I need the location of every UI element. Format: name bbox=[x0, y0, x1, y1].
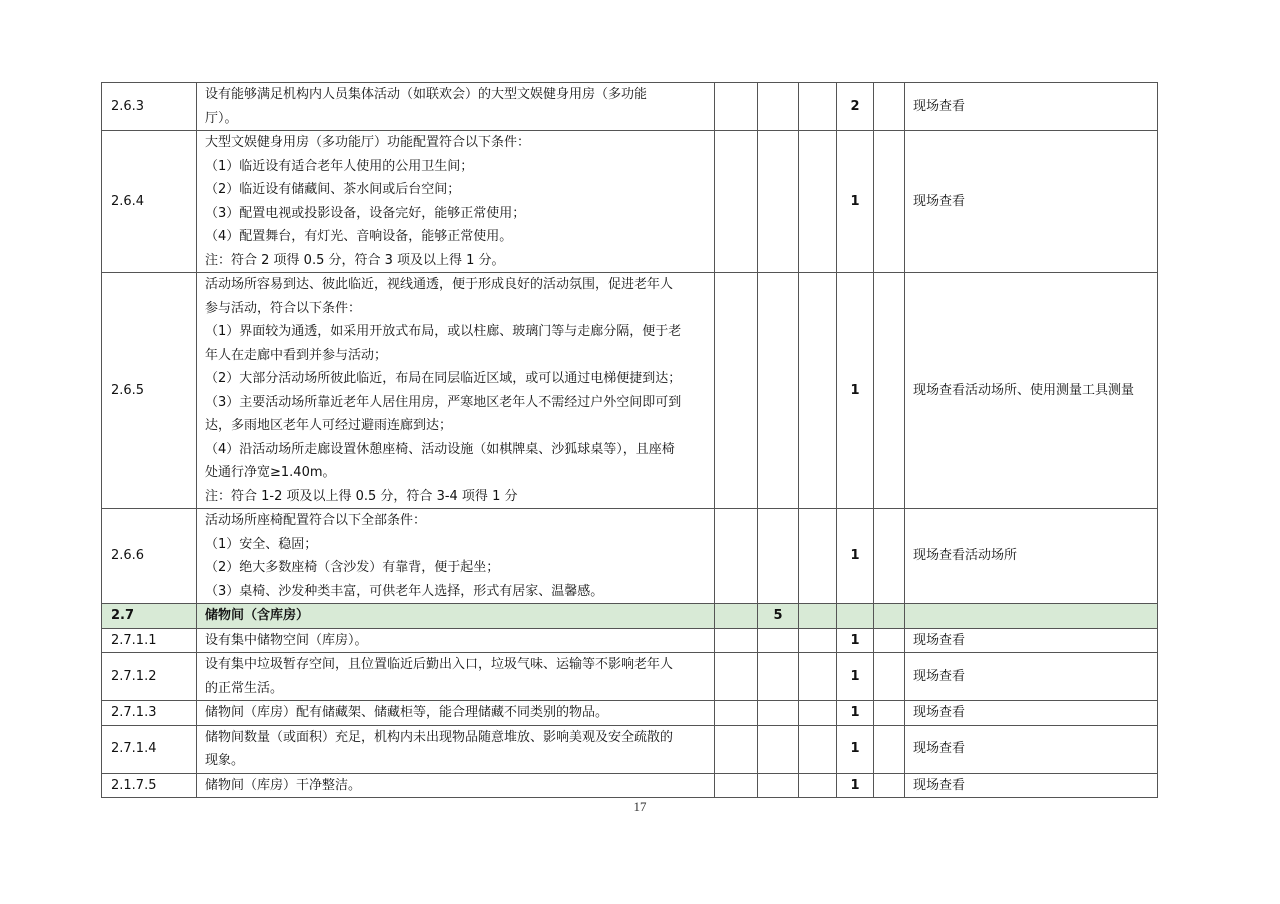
item-score: 1 bbox=[837, 773, 874, 798]
description-line: 储物间（库房）配有储藏架、储藏柜等，能合理储藏不同类别的物品。 bbox=[205, 705, 609, 720]
item-score: 1 bbox=[837, 701, 874, 726]
check-method: 现场查看活动场所 bbox=[905, 509, 1158, 604]
scoring-table bbox=[101, 82, 1158, 798]
description-line: 现象。 bbox=[205, 753, 245, 768]
blank-cell bbox=[799, 773, 837, 798]
blank-cell bbox=[874, 725, 905, 773]
blank-cell bbox=[715, 131, 758, 273]
section-title: 储物间（含库房） bbox=[197, 604, 715, 629]
blank-cell bbox=[758, 273, 799, 509]
blank-cell bbox=[715, 83, 758, 131]
blank-cell bbox=[799, 509, 837, 604]
check-method: 现场查看 bbox=[905, 725, 1158, 773]
description-line: 参与活动，符合以下条件： bbox=[205, 300, 362, 316]
blank-cell bbox=[758, 725, 799, 773]
blank-cell bbox=[715, 628, 758, 653]
blank-cell bbox=[758, 628, 799, 653]
blank-cell bbox=[874, 509, 905, 604]
blank-cell bbox=[799, 725, 837, 773]
blank-cell bbox=[715, 773, 758, 798]
description-line: （2）大部分活动场所彼此临近，布局在同层临近区域，或可以通过电梯便捷到达； bbox=[205, 371, 682, 386]
description-line: 活动场所座椅配置符合以下全部条件： bbox=[205, 513, 427, 528]
blank-cell bbox=[715, 604, 758, 629]
description-line: （2）绝大多数座椅（含沙发）有靠背，便于起坐； bbox=[205, 560, 500, 575]
item-code: 2.6.5 bbox=[102, 273, 197, 509]
blank-cell bbox=[715, 701, 758, 726]
blank-cell bbox=[874, 773, 905, 798]
item-description bbox=[197, 273, 715, 509]
blank-cell bbox=[758, 701, 799, 726]
description-line: （4）配置舞台，有灯光、音响设备，能够正常使用。 bbox=[205, 229, 513, 244]
description-line: 的正常生活。 bbox=[205, 680, 284, 696]
description-line: 储物间（库房）干净整洁。 bbox=[205, 777, 362, 793]
description-line: （1）安全、稳固； bbox=[205, 536, 318, 552]
item-score: 1 bbox=[837, 273, 874, 509]
description-line: 储物间数量（或面积）充足，机构内未出现物品随意堆放、影响美观及安全疏散的 bbox=[205, 729, 674, 745]
table-row bbox=[102, 83, 1158, 131]
item-score: 1 bbox=[837, 653, 874, 701]
page-number: 17 bbox=[633, 799, 647, 814]
description-line: （1）界面较为通透，如采用开放式布局，或以柱廊、玻璃门等与走廊分隔，便于老 bbox=[205, 324, 682, 339]
blank-cell bbox=[799, 628, 837, 653]
blank-cell bbox=[799, 604, 837, 629]
item-score: 1 bbox=[837, 509, 874, 604]
check-method: 现场查看 bbox=[905, 83, 1158, 131]
blank-cell bbox=[758, 131, 799, 273]
section-code: 2.7 bbox=[102, 604, 197, 629]
table-row bbox=[102, 628, 1158, 653]
blank-cell bbox=[758, 773, 799, 798]
item-score: 1 bbox=[837, 131, 874, 273]
check-method: 现场查看 bbox=[905, 701, 1158, 726]
blank-cell bbox=[799, 273, 837, 509]
item-description bbox=[197, 509, 715, 604]
blank-cell bbox=[715, 653, 758, 701]
blank-cell bbox=[758, 83, 799, 131]
table-row bbox=[102, 509, 1158, 604]
check-method: 现场查看 bbox=[905, 628, 1158, 653]
description-line: 达，多雨地区老年人可经过避雨连廊到达； bbox=[205, 418, 453, 433]
blank-cell bbox=[799, 131, 837, 273]
table-row bbox=[102, 653, 1158, 701]
blank-cell bbox=[837, 604, 874, 629]
description-line: 处通行净宽≥1.40m。 bbox=[205, 465, 336, 480]
item-description bbox=[197, 653, 715, 701]
description-line: 设有集中储物空间（库房）。 bbox=[205, 632, 368, 648]
item-code: 2.7.1.1 bbox=[102, 628, 197, 653]
blank-cell bbox=[874, 131, 905, 273]
blank-cell bbox=[874, 273, 905, 509]
blank-cell bbox=[799, 83, 837, 131]
blank-cell bbox=[905, 604, 1158, 629]
check-method: 现场查看活动场所、使用测量工具测量 bbox=[905, 273, 1158, 509]
item-code: 2.7.1.3 bbox=[102, 701, 197, 726]
description-line: 大型文娱健身用房（多功能厅）功能配置符合以下条件： bbox=[205, 135, 531, 150]
blank-cell bbox=[874, 628, 905, 653]
table-row bbox=[102, 773, 1158, 798]
blank-cell bbox=[715, 725, 758, 773]
description-line: 设有集中垃圾暂存空间，且位置临近后勤出入口，垃圾气味、运输等不影响老年人 bbox=[205, 657, 674, 672]
item-score: 1 bbox=[837, 628, 874, 653]
blank-cell bbox=[874, 604, 905, 629]
table-row bbox=[102, 273, 1158, 509]
item-code: 2.6.3 bbox=[102, 83, 197, 131]
item-description bbox=[197, 83, 715, 131]
description-line: 注：符合 2 项得 0.5 分，符合 3 项及以上得 1 分。 bbox=[205, 252, 505, 268]
item-description bbox=[197, 725, 715, 773]
description-line: （3）主要活动场所靠近老年人居住用房，严寒地区老年人不需经过户外空间即可到 bbox=[205, 394, 682, 410]
blank-cell bbox=[874, 83, 905, 131]
item-description bbox=[197, 131, 715, 273]
item-code: 2.6.4 bbox=[102, 131, 197, 273]
blank-cell bbox=[874, 701, 905, 726]
description-line: （3）配置电视或投影设备，设备完好，能够正常使用； bbox=[205, 205, 526, 221]
table-row bbox=[102, 701, 1158, 726]
check-method: 现场查看 bbox=[905, 773, 1158, 798]
blank-cell bbox=[758, 509, 799, 604]
table-body bbox=[102, 83, 1158, 798]
item-code: 2.6.6 bbox=[102, 509, 197, 604]
check-method: 现场查看 bbox=[905, 653, 1158, 701]
check-method: 现场查看 bbox=[905, 131, 1158, 273]
blank-cell bbox=[874, 653, 905, 701]
description-line: （4）沿活动场所走廊设置休憩座椅、活动设施（如棋牌桌、沙狐球桌等），且座椅 bbox=[205, 441, 675, 457]
item-code: 2.7.1.4 bbox=[102, 725, 197, 773]
blank-cell bbox=[715, 509, 758, 604]
blank-cell bbox=[758, 653, 799, 701]
item-description bbox=[197, 773, 715, 798]
description-line: （3）桌椅、沙发种类丰富，可供老年人选择，形式有居家、温馨感。 bbox=[205, 583, 604, 599]
item-code: 2.1.7.5 bbox=[102, 773, 197, 798]
item-score: 1 bbox=[837, 725, 874, 773]
description-line: （2）临近设有储藏间、茶水间或后台空间； bbox=[205, 182, 461, 197]
item-code: 2.7.1.2 bbox=[102, 653, 197, 701]
item-score: 2 bbox=[837, 83, 874, 131]
description-line: 活动场所容易到达、彼此临近，视线通透，便于形成良好的活动氛围，促进老年人 bbox=[205, 277, 674, 292]
description-line: 年人在走廊中看到并参与活动； bbox=[205, 347, 388, 363]
section-row bbox=[102, 604, 1158, 629]
table-row bbox=[102, 725, 1158, 773]
blank-cell bbox=[799, 701, 837, 726]
section-points: 5 bbox=[758, 604, 799, 629]
description-line: 厅）。 bbox=[205, 110, 238, 126]
item-description bbox=[197, 628, 715, 653]
item-description bbox=[197, 701, 715, 726]
blank-cell bbox=[715, 273, 758, 509]
blank-cell bbox=[799, 653, 837, 701]
description-line: （1）临近设有适合老年人使用的公用卫生间； bbox=[205, 158, 474, 174]
description-line: 注：符合 1-2 项及以上得 0.5 分，符合 3-4 项得 1 分 bbox=[205, 488, 518, 504]
table-row bbox=[102, 131, 1158, 273]
description-line: 设有能够满足机构内人员集体活动（如联欢会）的大型文娱健身用房（多功能 bbox=[205, 87, 648, 102]
